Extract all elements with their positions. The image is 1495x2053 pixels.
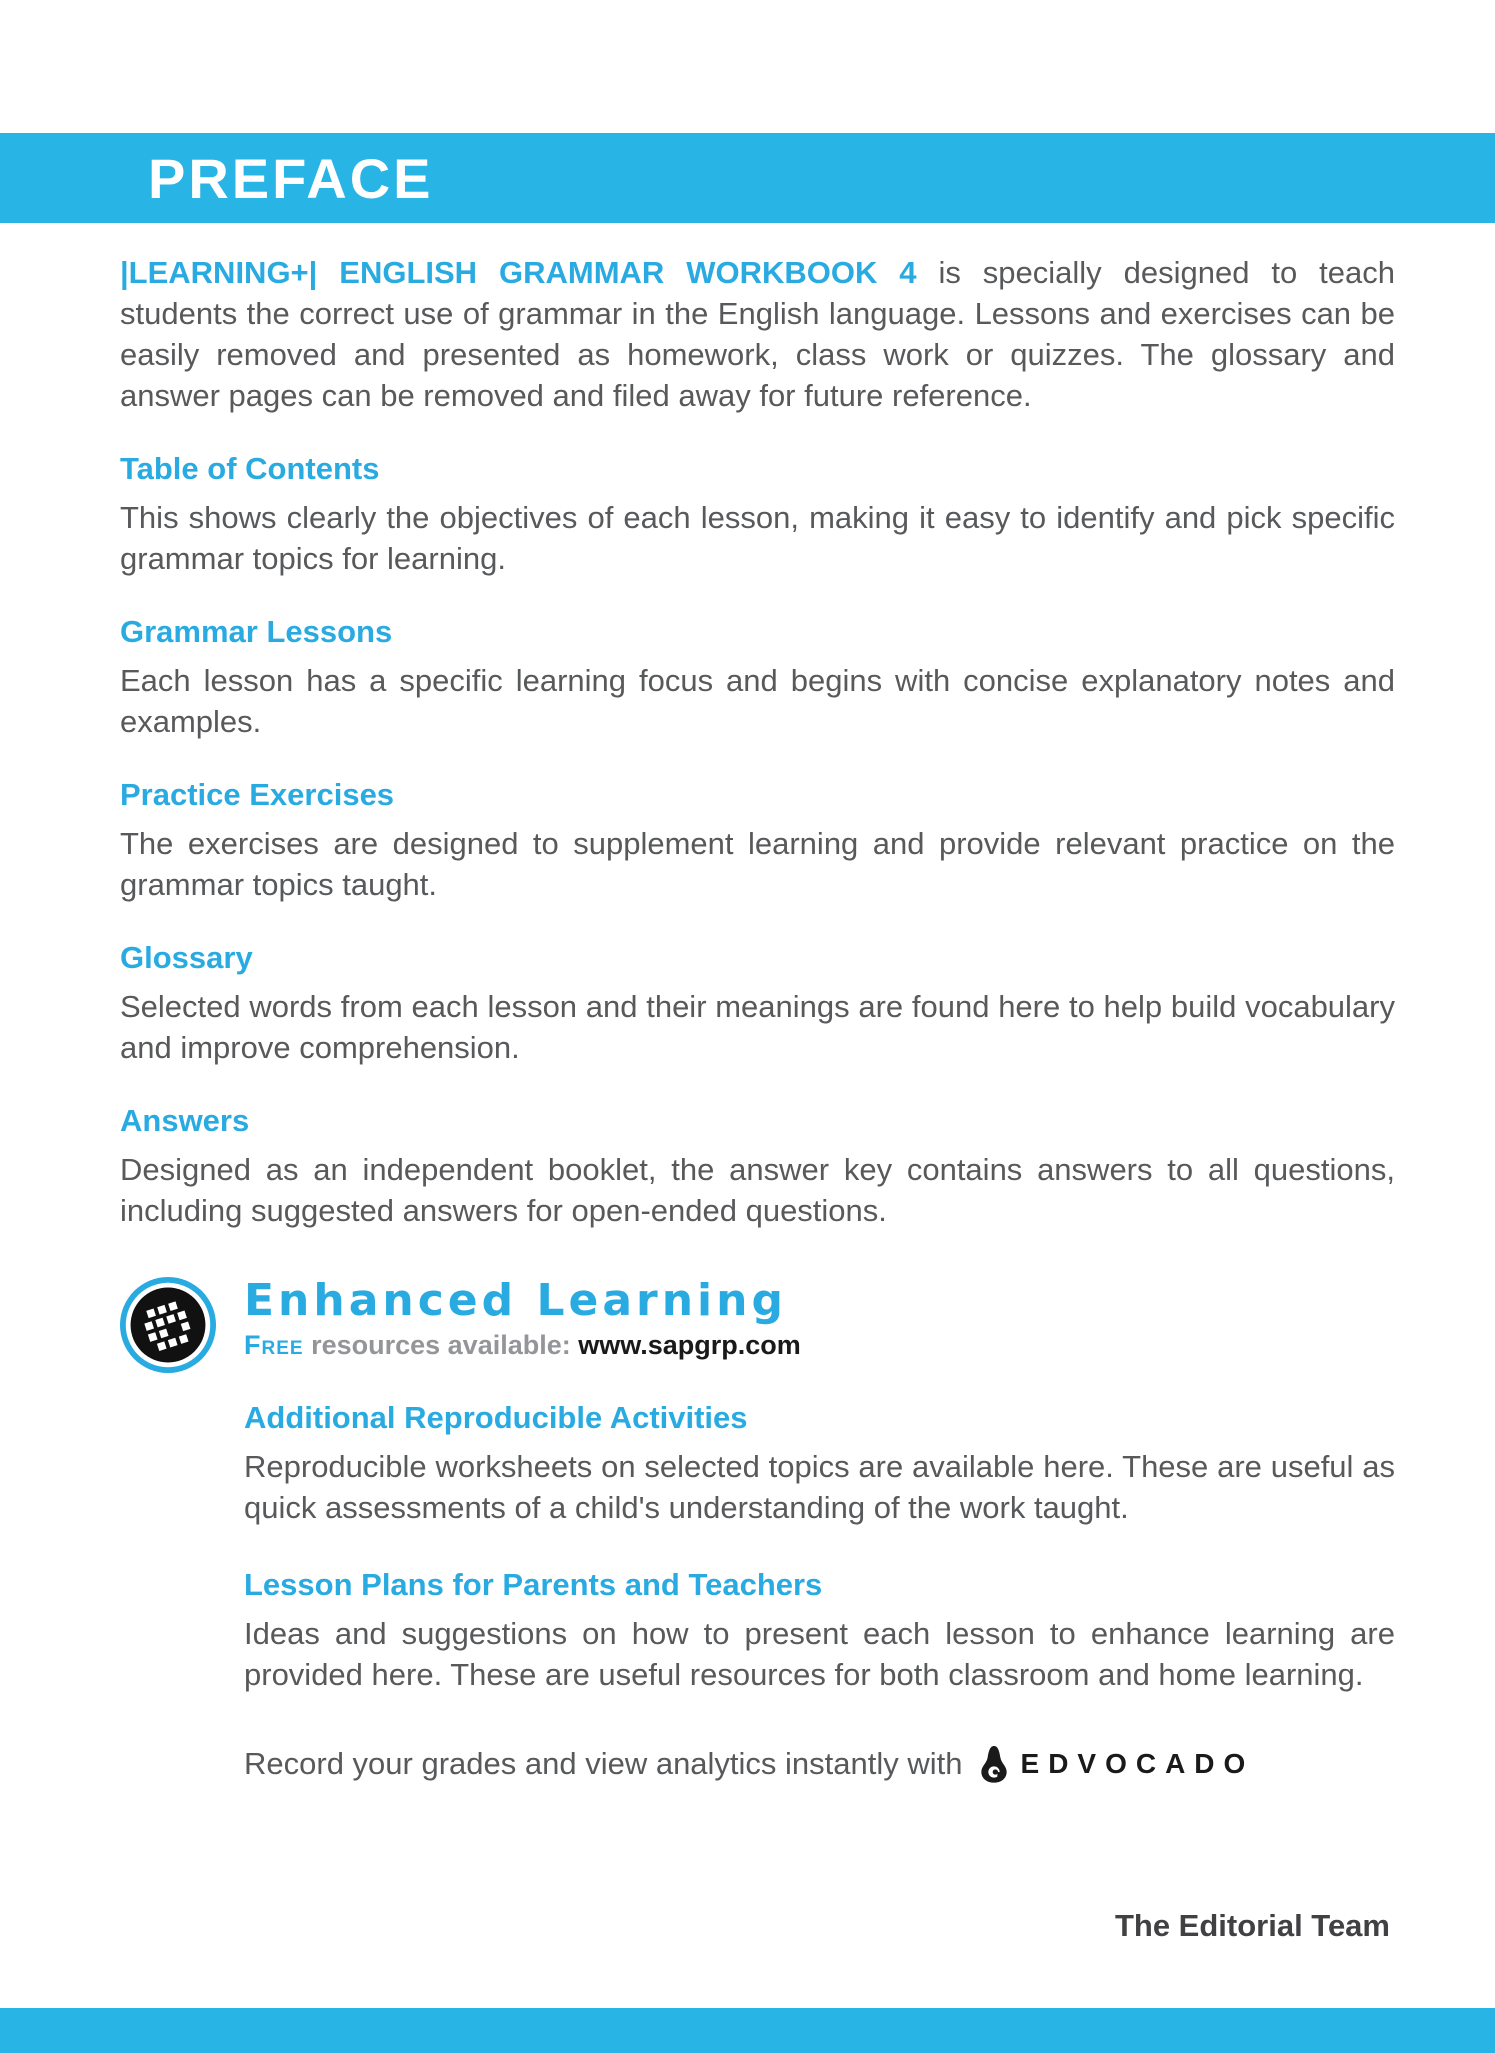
editorial-team-signature: The Editorial Team xyxy=(1114,1908,1390,1943)
resources-url: www.sapgrp.com xyxy=(578,1330,801,1360)
subsection-reproducible-activities xyxy=(244,1397,1395,1528)
enhanced-learning-block xyxy=(120,1277,1395,1784)
section-body: Each lesson has a specific learning focus and begins with concise explanatory notes and examples. xyxy=(120,663,1395,739)
subsection-heading: Lesson Plans for Parents and Teachers xyxy=(244,1567,823,1602)
section-body: This shows clearly the objectives of each lesson, making it easy to identify and pick specific grammar topics for learning. xyxy=(120,500,1395,576)
resources-label: resources available: xyxy=(311,1330,571,1360)
section-glossary xyxy=(120,937,1395,1068)
free-label: Free xyxy=(244,1330,304,1360)
section-table-of-contents xyxy=(120,448,1395,579)
enhanced-learning-heading: Enhanced Learning xyxy=(244,1275,787,1326)
enhanced-learning-subtitle xyxy=(244,1329,1395,1361)
subsection-body: Reproducible worksheets on selected topics are available here. These are useful as quick assessments of a child's understanding of the work taught. xyxy=(244,1449,1395,1525)
enhanced-learning-logo-icon xyxy=(120,1277,216,1373)
workbook-title: |LEARNING+| ENGLISH GRAMMAR WORKBOOK 4 xyxy=(120,255,917,290)
section-heading: Table of Contents xyxy=(120,451,380,486)
section-grammar-lessons xyxy=(120,611,1395,742)
subsection-lesson-plans xyxy=(244,1564,1395,1695)
subsection-body: Ideas and suggestions on how to present each lesson to enhance learning are provided here. These are useful resources for both classroom and home learning. xyxy=(244,1616,1395,1692)
bottom-accent-strip xyxy=(0,2008,1495,2053)
intro-text: is specially designed to teach students the correct use of grammar in the English language. Lessons and exercises can be easily removed and presented as homework, class work or quizzes. The glossary and answer pages can be removed and filed away for future reference. xyxy=(120,255,1395,413)
edvocado-wordmark: EDVOCADO xyxy=(1020,1748,1255,1779)
record-grades-text: Record your grades and view analytics instantly with xyxy=(244,1746,963,1781)
section-heading: Glossary xyxy=(120,940,253,975)
edvocado-logo xyxy=(977,1743,1255,1784)
section-heading: Practice Exercises xyxy=(120,777,395,812)
page-content xyxy=(120,252,1395,1784)
subsection-heading: Additional Reproducible Activities xyxy=(244,1400,748,1435)
intro-paragraph xyxy=(120,252,1395,416)
section-body: The exercises are designed to supplement learning and provide relevant practice on the grammar topics taught. xyxy=(120,826,1395,902)
preface-banner xyxy=(0,133,1495,223)
record-grades-line xyxy=(244,1743,1395,1784)
edvocado-icon xyxy=(977,1744,1011,1784)
section-practice-exercises xyxy=(120,774,1395,905)
section-body: Designed as an independent booklet, the answer key contains answers to all questions, including suggested answers for open-ended questions. xyxy=(120,1152,1395,1228)
section-heading: Answers xyxy=(120,1103,250,1138)
section-heading: Grammar Lessons xyxy=(120,614,393,649)
enhanced-learning-content xyxy=(244,1277,1395,1784)
section-body: Selected words from each lesson and their meanings are found here to help build vocabulary and improve comprehension. xyxy=(120,989,1395,1065)
page-title: PREFACE xyxy=(148,146,434,210)
section-answers xyxy=(120,1100,1395,1231)
